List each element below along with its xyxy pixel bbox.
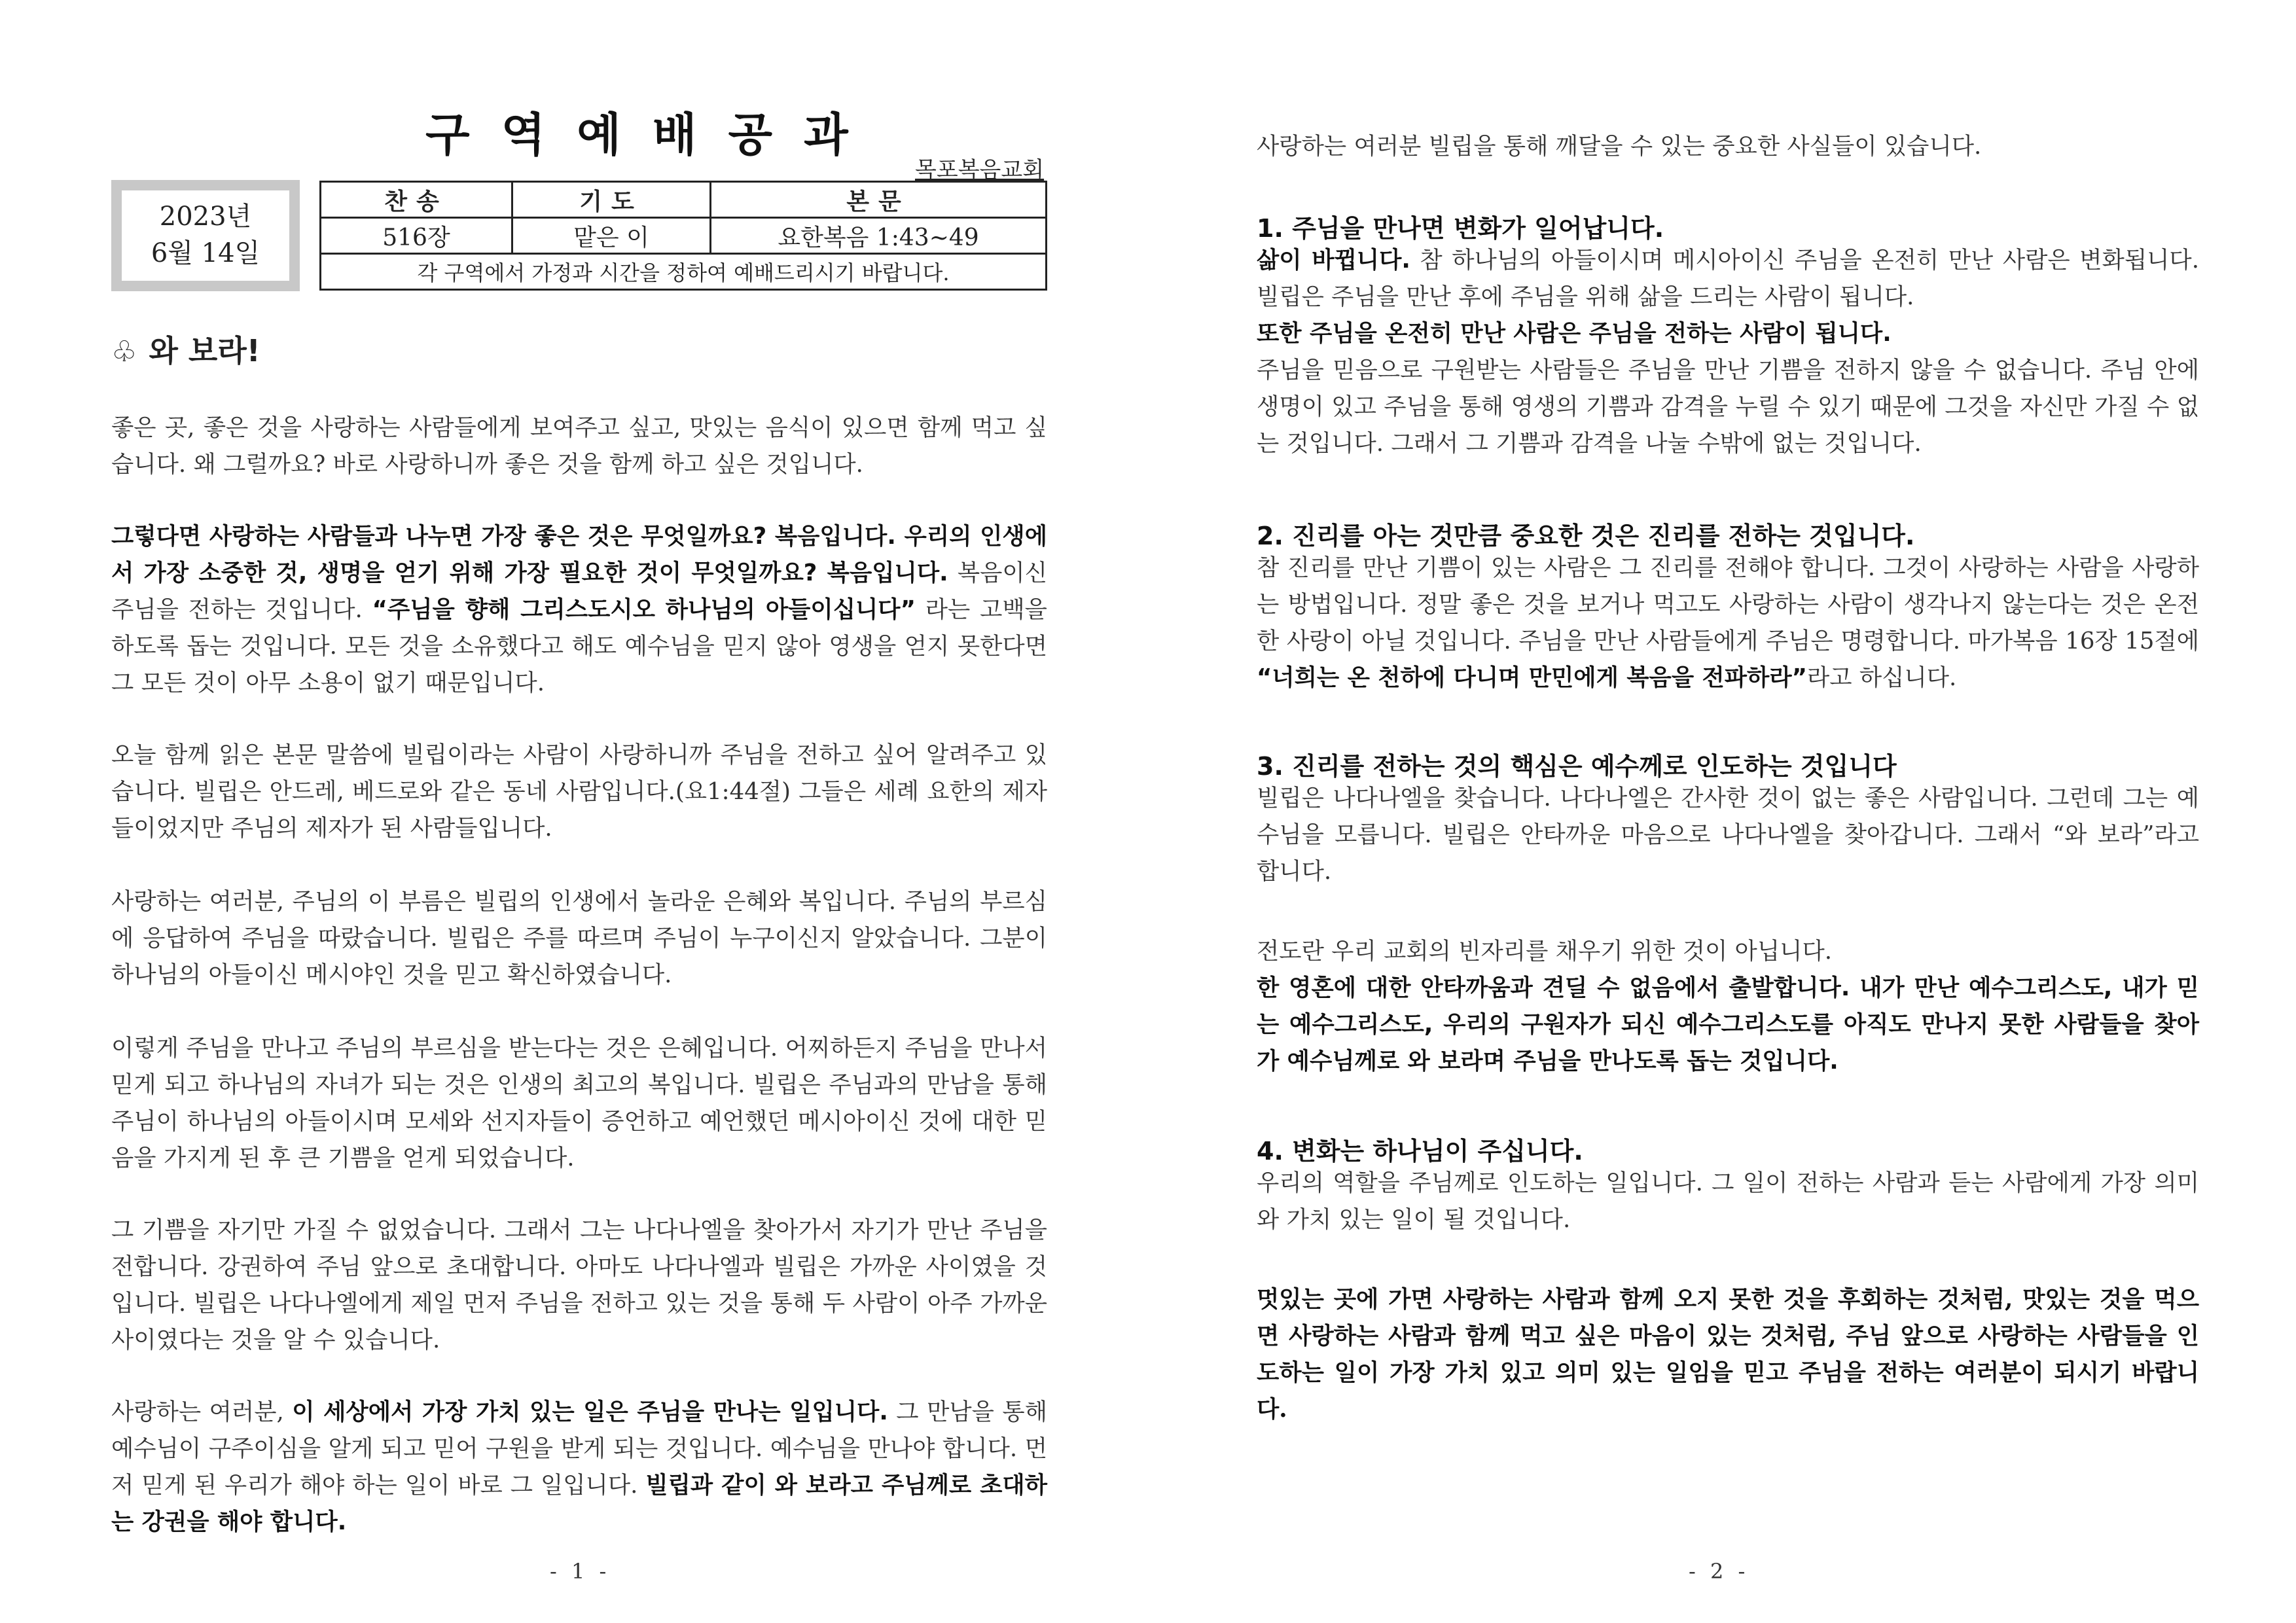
section-2-quote: “너희는 온 천하에 다니며 만민에게 복음을 전파하라”: [1257, 664, 1807, 691]
church-name: 목포복음교회: [915, 157, 1045, 183]
paragraph-7: [111, 1394, 1047, 1541]
page-number-2: - 2 -: [1689, 1559, 1749, 1584]
section-1-text-b: 주님을 믿음으로 구원받는 사람들은 주님을 만난 기쁨을 전하지 않을 수 없습니다. 주님 안에 생명이 있고 주님을 통해 영생의 기쁨과 감격을 누릴 수 있기 때문에 그것을 자신만 가질 수 없는 것입니다. 그래서 그 기쁨과 감격을 나눌 수밖에 없는 것입니다.: [1257, 357, 2199, 457]
section-4-title: 4. 변화는 하나님이 주십니다.: [1257, 1137, 1583, 1166]
paragraph-6: 그 기쁨을 자기만 가질 수 없었습니다. 그래서 그는 나다나엘을 찾아가서 자기가 만난 주님을 전합니다. 강권하여 주님 앞으로 초대합니다. 아마도 나다나엘과 빌립은 가까운 사이였을 것입니다. 빌립은 나다나엘에게 제일 먼저 주님을 전하고 있는 것을 통해 두 사람이 아주 가까운 사이였다는 것을 알 수 있습니다.: [111, 1217, 1047, 1353]
table-note: 각 구역에서 가정과 시간을 정하여 예배드리시기 바랍니다.: [321, 254, 1047, 290]
section-3-title: 3. 진리를 전하는 것의 핵심은 예수께로 인도하는 것입니다: [1257, 752, 1897, 781]
section-2-text-b: 라고 하십니다.: [1806, 664, 1957, 691]
page-number-1: - 1 -: [550, 1559, 611, 1584]
paragraph-3: 오늘 함께 읽은 본문 말씀에 빌립이라는 사람이 사랑하니까 주님을 전하고 싶어 알려주고 있습니다. 빌립은 안드레, 베드로와 같은 동네 사람입니다.(요1:44절) 그들은 세례 요한의 제자들이었지만 주님의 제자가 된 사람들입니다.: [111, 741, 1047, 842]
date-box: [111, 180, 300, 291]
paragraph-2-bold: 그렇다면 사랑하는 사람들과 나누면 가장 좋은 것은 무엇일까요? 복음입니다. 우리의 인생에서 가장 소중한 것, 생명을 얻기 위해 가장 필요한 것이 무엇일까요? 복음입니다.: [111, 523, 1047, 586]
clubs-icon: ♧: [111, 335, 137, 368]
paragraph-7-bold-1: 이 세상에서 가장 가치 있는 일은 주님을 만나는 일입니다.: [292, 1399, 888, 1425]
date-day: 6월 14일: [151, 238, 260, 268]
section-1-body: [1257, 242, 2199, 462]
value-hymn: 516장: [321, 218, 512, 254]
section-1-bold-2: 또한 주님을 온전히 만난 사람은 주님을 전하는 사람이 됩니다.: [1257, 320, 1892, 347]
paragraph-7-text-b: 그 만남을 통해 예수님이 구주이심을 알게 되고 믿어 구원을 받게 되는 것입니다. 예수님을 만나야 합니다. 먼저 믿게 된 우리가 해야 하는 일이 바로 그 일입니다.: [111, 1399, 1047, 1499]
section-3-body: 빌립은 나다나엘을 찾습니다. 나다나엘은 간사한 것이 없는 좋은 사람입니다. 그런데 그는 예수님을 모릅니다. 빌립은 안타까운 마음으로 나다나엘을 찾아갑니다. 그래서 “와 보라”라고 합니다.: [1257, 785, 2199, 885]
section-3-text-b: 전도란 우리 교회의 빈자리를 채우기 위한 것이 아닙니다.: [1257, 938, 1833, 965]
page-title: 구역예배공과: [425, 108, 880, 162]
intro-paragraph: 사랑하는 여러분 빌립을 통해 깨달을 수 있는 중요한 사실들이 있습니다.: [1257, 133, 1982, 160]
page-1: [111, 0, 1047, 1623]
value-prayer: 맡은 이: [512, 218, 711, 254]
section-2-title: 2. 진리를 아는 것만큼 중요한 것은 진리를 전하는 것입니다.: [1257, 522, 1915, 550]
page-2: [1257, 0, 2199, 1623]
section-4-body: 우리의 역할을 주님께로 인도하는 일입니다. 그 일이 전하는 사람과 듣는 사람에게 가장 의미와 가치 있는 일이 될 것입니다.: [1257, 1169, 2199, 1233]
sermon-heading: [111, 327, 260, 370]
section-3-bold: 한 영혼에 대한 안타까움과 견딜 수 없음에서 출발합니다. 내가 만난 예수그리스도, 내가 믿는 예수그리스도, 우리의 구원자가 되신 예수그리스도를 아직도 만나지 못한 사람들을 찾아가 예수님께로 와 보라며 주님을 만나도록 돕는 것입니다.: [1257, 974, 2199, 1075]
sermon-title: 와 보라!: [149, 333, 260, 368]
paragraph-5: 이렇게 주님을 만나고 주님의 부르심을 받는다는 것은 은혜입니다. 어찌하든지 주님을 만나서 믿게 되고 하나님의 자녀가 되는 것은 인생의 최고의 복입니다. 빌립은 주님과의 만남을 통해 주님이 하나님의 아들이시며 모세와 선지자들이 증언하고 예언했던 메시아이신 것에 대한 믿음을 가지게 된 후 큰 기쁨을 얻게 되었습니다.: [111, 1035, 1047, 1171]
paragraph-1: 좋은 곳, 좋은 것을 사랑하는 사람들에게 보여주고 싶고, 맛있는 음식이 있으면 함께 먹고 싶습니다. 왜 그럴까요? 바로 사랑하니까 좋은 것을 함께 하고 싶은 것입니다.: [111, 414, 1047, 478]
section-3-body-2: [1257, 933, 2199, 1080]
paragraph-2: [111, 518, 1047, 702]
date-year: 2023년: [159, 202, 252, 232]
paragraph-7-bold-2: 빌립과 같이 와 보라고 주님께로 초대하는 강권을 해야 합니다.: [111, 1472, 1048, 1535]
paragraph-4: 사랑하는 여러분, 주님의 이 부름은 빌립의 인생에서 놀라운 은혜와 복입니다. 주님의 부르심에 응답하여 주님을 따랐습니다. 빌립은 주를 따르며 주님이 누구이신지 알았습니다. 그분이 하나님의 아들이신 메시야인 것을 믿고 확신하였습니다.: [111, 888, 1047, 988]
paragraph-2-text-a: 복음이신 주님을 전하는 것입니다.: [111, 560, 1047, 623]
section-2-body: [1257, 550, 2199, 696]
worship-info-table: [319, 181, 1047, 291]
header-scripture: 본문: [711, 182, 1047, 218]
header-hymn: 찬송: [321, 182, 512, 218]
section-2-text-a: 참 진리를 만난 기쁨이 있는 사람은 그 진리를 전해야 합니다. 그것이 사랑하는 사람을 사랑하는 방법입니다. 정말 좋은 것을 보거나 먹고도 사랑하는 사람이 생각나지 않는다는 것은 온전한 사랑이 아닐 것입니다. 주님을 만난 사람들에게 주님은 명령합니다. 마가복음 16장 15절에: [1257, 554, 2199, 654]
header-prayer: 기도: [512, 182, 711, 218]
section-1-text-a: 참 하나님의 아들이시며 메시아이신 주님을 온전히 만난 사람은 변화됩니다. 빌립은 주님을 만난 후에 주님을 위해 삶을 드리는 사람이 됩니다.: [1257, 247, 2199, 310]
paragraph-7-text-a: 사랑하는 여러분,: [111, 1399, 293, 1425]
paragraph-2-text-b: 라는 고백을 하도록 돕는 것입니다. 모든 것을 소유했다고 해도 예수님을 믿지 않아 영생을 얻지 못한다면 그 모든 것이 아무 소용이 없기 때문입니다.: [111, 596, 1047, 696]
section-1-title: 1. 주님을 만나면 변화가 일어납니다.: [1257, 214, 1664, 243]
closing-paragraph: 멋있는 곳에 가면 사랑하는 사람과 함께 오지 못한 것을 후회하는 것처럼, 맛있는 것을 먹으면 사랑하는 사람과 함께 먹고 싶은 마음이 있는 것처럼, 주님 앞으로 사랑하는 사람들을 인도하는 일이 가장 가치 있고 의미 있는 일임을 믿고 주님을 전하는 여러분이 되시기 바랍니다.: [1257, 1286, 2199, 1423]
section-1-bold: 삶이 바뀝니다.: [1257, 247, 1410, 274]
value-scripture: 요한복음 1:43~49: [711, 218, 1047, 254]
paragraph-2-quote: “주님을 향해 그리스도시오 하나님의 아들이십니다”: [372, 596, 916, 623]
